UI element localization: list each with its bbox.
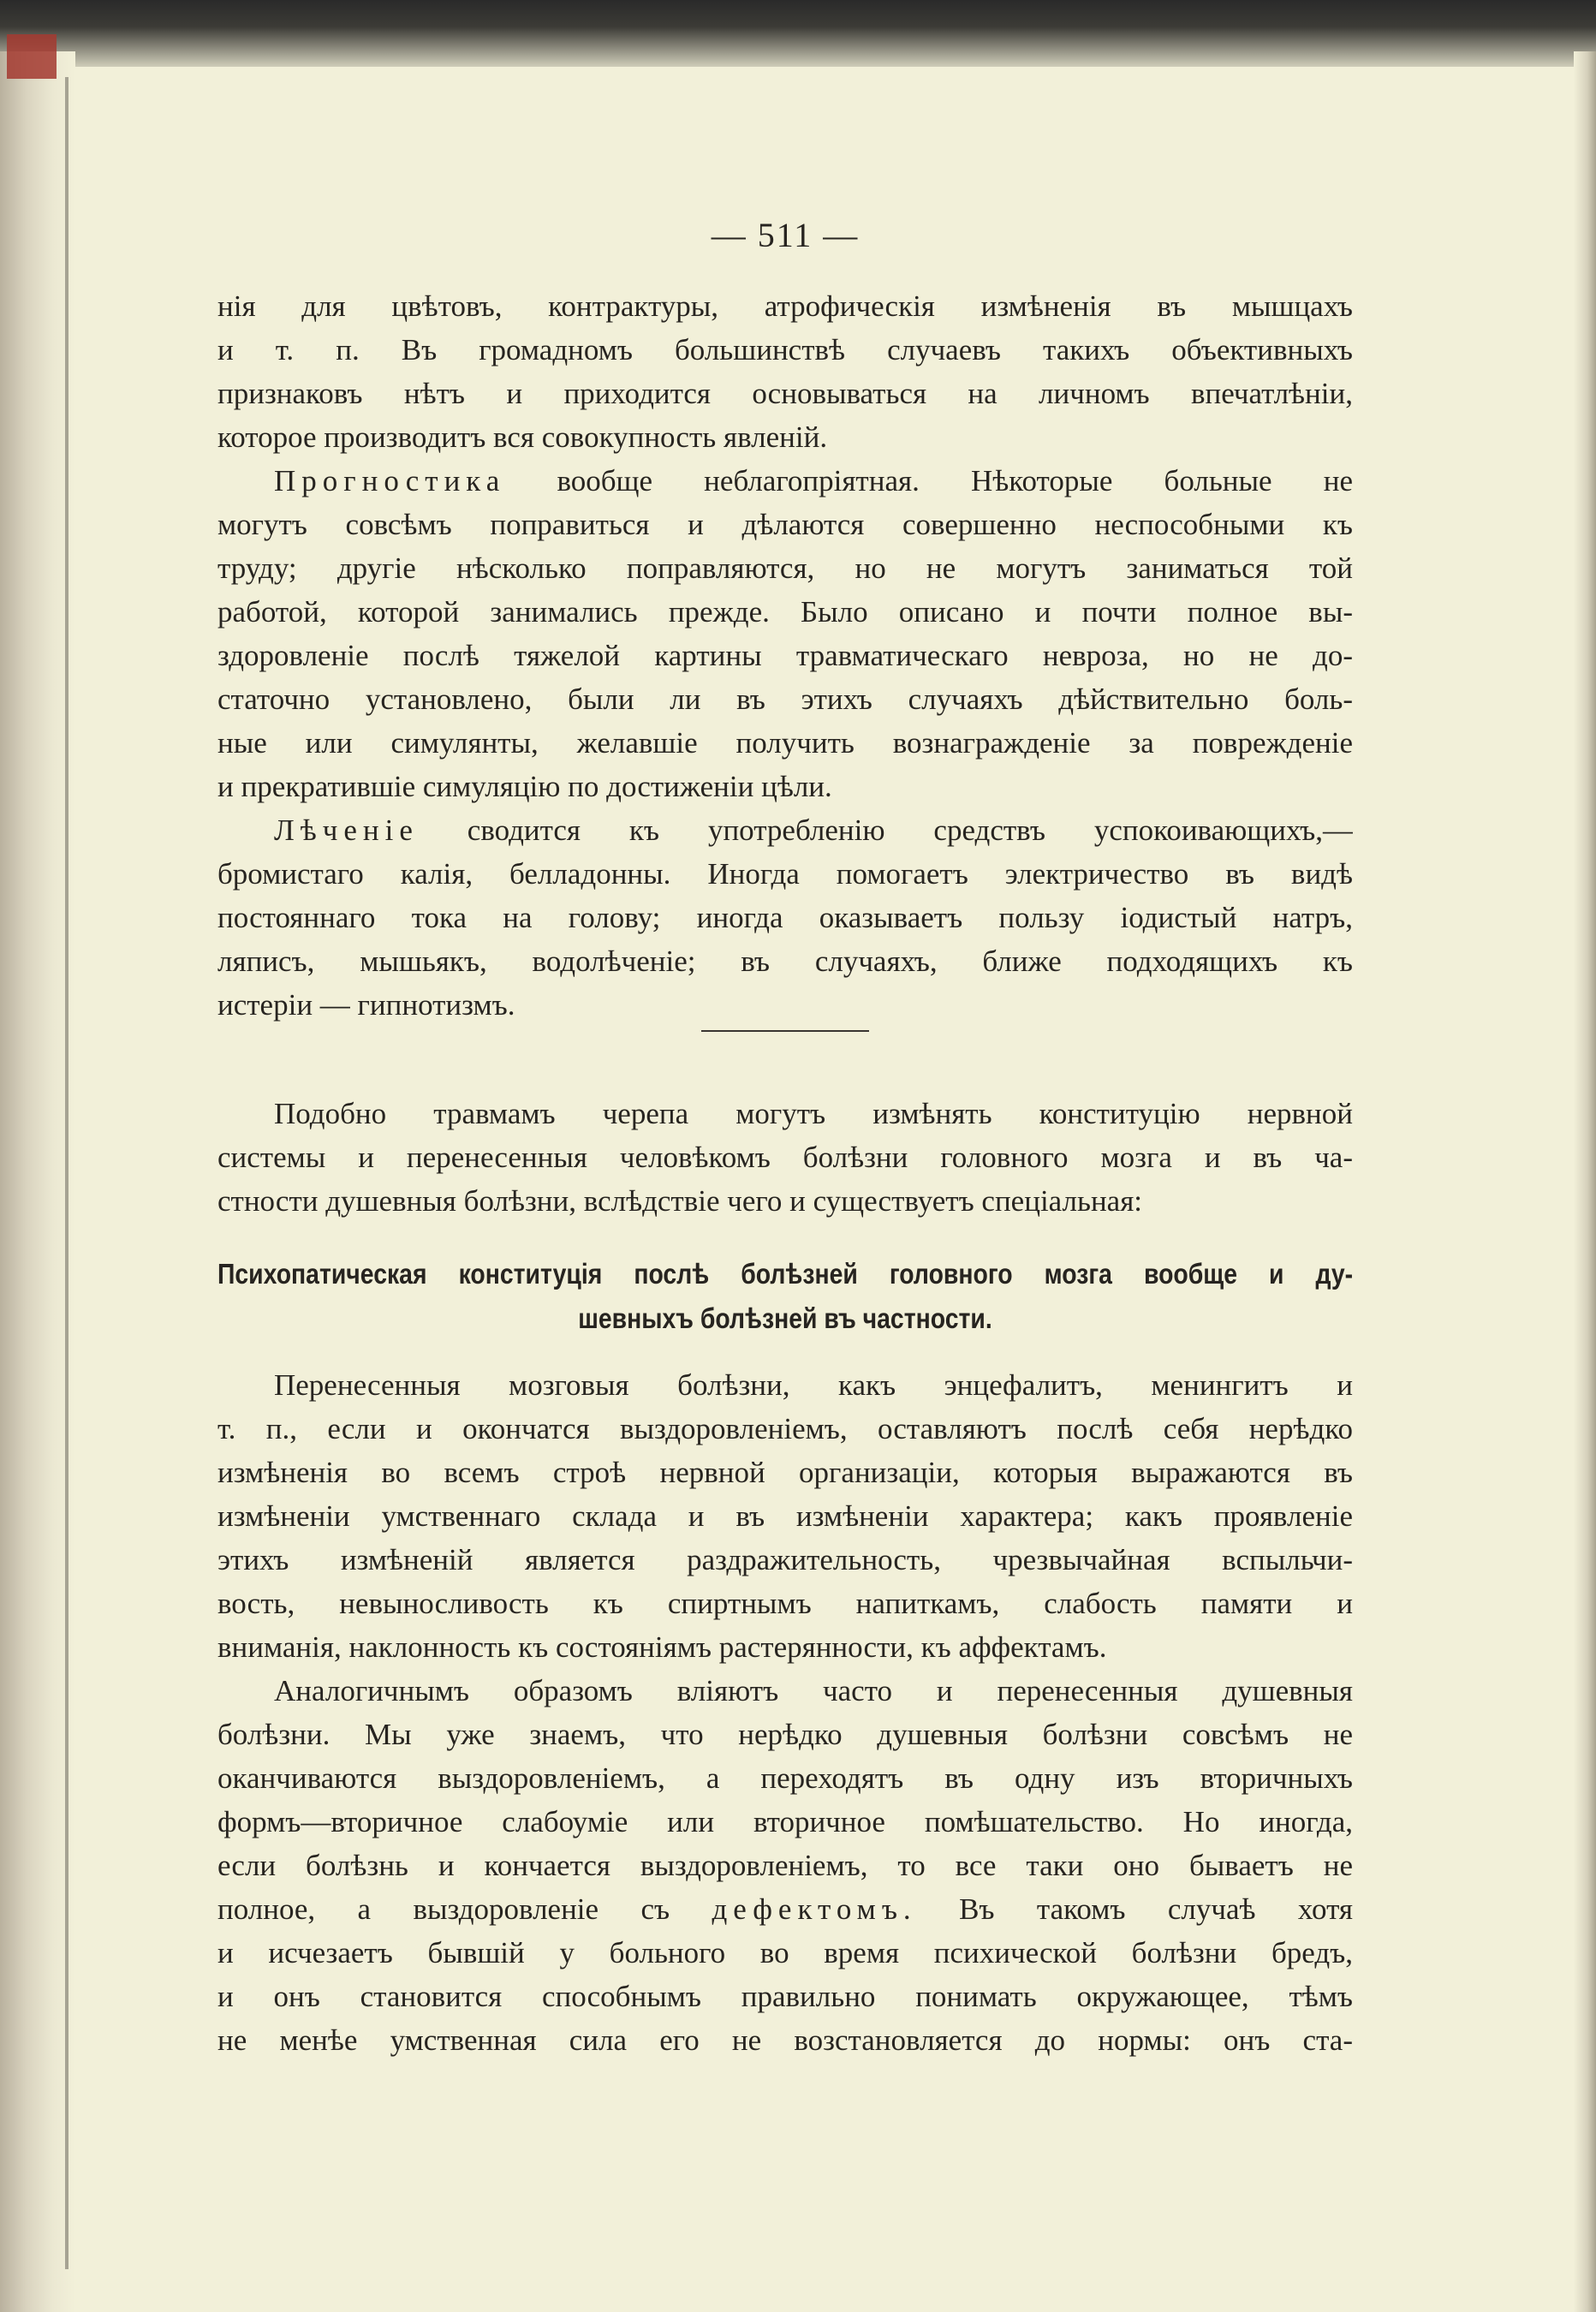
text-line: Перенесенныя мозговыя болѣзни, какъ энцефалитъ, менингитъ и: [274, 1368, 1353, 1402]
text-line: нія для цвѣтовъ, контрактуры, атрофическія измѣненія въ мышцахъ: [217, 289, 1353, 323]
text-line: формъ—вторичное слабоуміе или вторичное помѣшательство. Но иногда,: [217, 1805, 1353, 1838]
text-line: истеріи — гипнотизмъ.: [217, 988, 515, 1022]
text-line: Подобно травмамъ черепа могутъ измѣнять конституцію нервной: [274, 1097, 1353, 1130]
text-line: и т. п. Въ громадномъ большинствѣ случаевъ такихъ объективныхъ: [217, 333, 1353, 366]
text-line: [217, 1887, 1353, 1931]
text-line: постояннаго тока на голову; иногда оказываетъ пользу іодистый натръ,: [217, 901, 1353, 934]
heading-line: Психопатическая конституція послѣ болѣзней головного мозга вообще и ду-: [217, 1258, 1354, 1290]
text-span: вообще неблагопріятная. Нѣкоторые больные не: [557, 464, 1353, 498]
text-line: ные или симулянты, желавшіе получить вознагражденіе за поврежденіе: [217, 726, 1353, 760]
text-line: вость, невыносливость къ спиртнымъ напиткамъ, слабость памяти и: [217, 1587, 1353, 1620]
text-line: статочно установлено, были ли въ этихъ случаяхъ дѣйствительно боль-: [217, 682, 1353, 716]
text-line: стности душевныя болѣзни, вслѣдствіе чего и существуетъ спеціальная:: [217, 1184, 1143, 1218]
treatment-term: Лѣченіе: [274, 813, 419, 847]
red-tab-mark: [7, 34, 57, 79]
text-line: оканчиваются выздоровленіемъ, а переходятъ въ одну изъ вторичныхъ: [217, 1761, 1353, 1795]
text-line: здоровленіе послѣ тяжелой картины травматическаго невроза, но не до-: [217, 639, 1353, 672]
text-line: бромистаго калія, белладонны. Иногда помогаетъ электричество въ видѣ: [217, 857, 1353, 891]
book-page: [217, 206, 1353, 2062]
book-spine: [0, 51, 75, 2312]
text-line: этихъ измѣненій является раздражительность, чрезвычайная вспыльчи-: [217, 1543, 1353, 1576]
text-line: [217, 459, 1353, 503]
text-line: труду; другіе нѣсколько поправляются, но не могутъ заниматься той: [217, 551, 1353, 585]
text-line: не менѣе умственная сила его не возстановляется до нормы: онъ ста-: [217, 2023, 1353, 2057]
page-right-edge: [1574, 51, 1596, 2312]
section-heading: [217, 1252, 1353, 1341]
defect-term: дефектомъ.: [712, 1892, 917, 1926]
text-line: и исчезаетъ бывшій у больного во время психической болѣзни бредъ,: [217, 1936, 1353, 1969]
prognosis-term: Прогностика: [274, 464, 506, 498]
divider-rule: [701, 1030, 869, 1032]
text-line: системы и перенесенныя человѣкомъ болѣзни головного мозга и въ ча-: [217, 1141, 1353, 1174]
text-line: Аналогичнымъ образомъ вліяютъ часто и перенесенныя душевныя: [274, 1674, 1353, 1707]
text-line: работой, которой занимались прежде. Было описано и почти полное вы-: [217, 595, 1353, 629]
page-text: [217, 284, 1353, 2062]
section-divider: [217, 1027, 1353, 1080]
text-line: могутъ совсѣмъ поправиться и дѣлаются совершенно неспособными къ: [217, 508, 1353, 541]
text-span: сводится къ употребленію средствъ успокоивающихъ,—: [467, 813, 1353, 847]
scan-top-border: [0, 0, 1596, 67]
text-line: ляписъ, мышьякъ, водолѣченіе; въ случаяхъ, ближе подходящихъ къ: [217, 944, 1353, 978]
page-number: — 511 —: [711, 216, 860, 254]
text-line: [217, 808, 1353, 852]
text-line: признаковъ нѣтъ и приходится основываться на личномъ впечатлѣніи,: [217, 377, 1353, 410]
text-line: и прекратившіе симуляцію по достиженіи цѣли.: [217, 770, 832, 803]
text-span: Въ такомъ случаѣ хотя: [959, 1892, 1353, 1926]
text-span: полное, а выздоровленіе съ: [217, 1892, 670, 1926]
text-line: если болѣзнь и кончается выздоровленіемъ, то все таки оно бываетъ не: [217, 1849, 1353, 1882]
text-line: измѣненіи умственнаго склада и въ измѣненіи характера; какъ проявленіе: [217, 1499, 1353, 1533]
heading-line: шевныхъ болѣзней въ частности.: [578, 1302, 992, 1334]
spine-fold-line: [65, 77, 68, 2269]
text-line: которое производитъ вся совокупность явленій.: [217, 420, 828, 454]
text-line: вниманія, наклонность къ состояніямъ растерянности, къ аффектамъ.: [217, 1630, 1107, 1664]
text-line: т. п., если и окончатся выздоровленіемъ, оставляютъ послѣ себя нерѣдко: [217, 1412, 1353, 1445]
text-line: болѣзни. Мы уже знаемъ, что нерѣдко душевныя болѣзни совсѣмъ не: [217, 1718, 1353, 1751]
text-line: измѣненія во всемъ строѣ нервной организаціи, которыя выражаются въ: [217, 1456, 1353, 1489]
text-line: и онъ становится способнымъ правильно понимать окружающее, тѣмъ: [217, 1980, 1353, 2013]
